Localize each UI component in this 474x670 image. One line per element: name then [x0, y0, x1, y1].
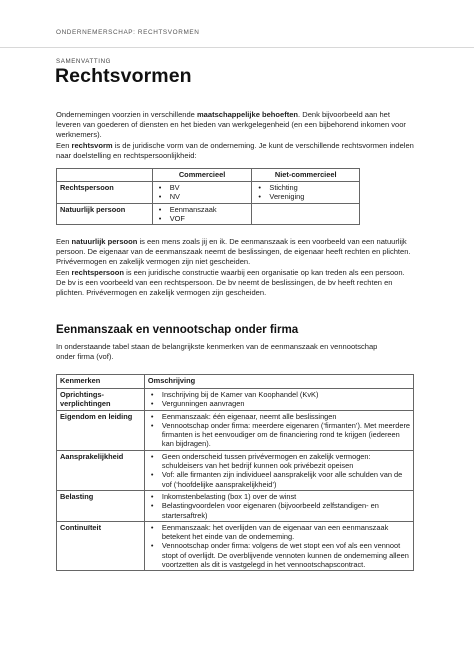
section-heading: Eenmanszaak en vennootschap onder firma — [56, 323, 299, 336]
row-label: Continuïteit — [57, 521, 145, 570]
list-item: • VOF — [156, 214, 249, 223]
table-cell — [144, 450, 413, 490]
table-header-row — [57, 375, 414, 389]
list-item: • Eenmanszaak: één eigenaar, neemt alle beslissingen — [148, 412, 410, 421]
list-item: • Vereniging — [255, 192, 356, 201]
table-row — [57, 410, 414, 450]
legal-forms-table — [56, 168, 360, 225]
intro-paragraph-1: Ondernemingen voorzien in verschillende maatschappelijke behoeften. Denk bijvoorbeeld aan het leveren van goederen of diensten en het bieden van werkgelegenheid (en een bijbehorend inkomen voor werknemers). — [56, 110, 406, 140]
row-label: Eigendom en leiding — [57, 410, 145, 450]
table-row — [57, 203, 360, 225]
list-item: • Vennootschap onder firma: volgens de wet stopt een vof als een vennoot stopt of overlijdt. De overblijvende vennoten kunnen de onderneming alleen voortzetten als dit is vastgelegd in het vennootschapscontract. — [148, 541, 410, 569]
table-cell — [152, 182, 252, 204]
row-label: Rechtspersoon — [57, 182, 153, 204]
table-row — [57, 521, 414, 570]
section-intro: In onderstaande tabel staan de belangrijkste kenmerken van de eenmanszaak en vennootschap onder firma (vof). — [56, 342, 378, 362]
table-header-cell: Commercieel — [152, 169, 252, 182]
list-item: • Belastingvoordelen voor eigenaren (bijvoorbeeld zelfstandigen- en startersaftrek) — [148, 501, 410, 520]
row-label: Oprichtings-verplichtingen — [57, 389, 145, 411]
table-header-row — [57, 169, 360, 182]
table-row — [57, 182, 360, 204]
list-item: • Vof: alle firmanten zijn individueel aansprakelijk voor alle schulden van de vof (‘hoofdelijke aansprakelijkheid’) — [148, 470, 410, 489]
table-row — [57, 389, 414, 411]
list-item: • Vennootschap onder firma: meerdere eigenaren (‘firmanten’). Met meerdere firmanten is het eenvoudiger om de financiering rond te krijgen (iedereen kan bijdragen). — [148, 421, 410, 449]
row-label: Natuurlijk persoon — [57, 203, 153, 225]
intro-paragraph-2: Een rechtsvorm is de juridische vorm van de onderneming. Je kunt de verschillende rechtsvormen indelen naar doelstelling en rechtspersoonlijkheid: — [56, 140, 414, 160]
legal-person-paragraph: Een rechtspersoon is een juridische constructie waarbij een organisatie op kan treden als een persoon. De bv is een voorbeeld van een rechtspersoon. De bv neemt de beslissingen, de bv heeft rechten en plichten. Privévermogen en zakelijk vermogen zijn gescheiden. — [56, 267, 405, 298]
page-title: Rechtsvormen — [55, 65, 192, 87]
list-item: • Stichting — [255, 183, 356, 192]
table-cell — [152, 203, 252, 225]
row-label: Aansprakelijkheid — [57, 450, 145, 490]
list-item: • Vergunningen aanvragen — [148, 399, 410, 408]
list-item: • Eenmanszaak — [156, 205, 249, 214]
table-header-cell: Omschrijving — [144, 375, 413, 389]
table-cell — [252, 182, 360, 204]
table-cell — [144, 410, 413, 450]
list-item: • Eenmanszaak: het overlijden van de eigenaar van een eenmanszaak betekent het einde van de onderneming. — [148, 523, 410, 542]
characteristics-table — [56, 374, 414, 571]
list-item: • Inkomstenbelasting (box 1) over de winst — [148, 492, 410, 501]
natural-person-paragraph: Een natuurlijk persoon is een mens zoals jij en ik. De eenmanszaak is een voorbeeld van een natuurlijk persoon. De eigenaar van de eenmanszaak neemt de beslissingen, de eigenaar heeft rechten en plichten. Privévermogen en zakelijk vermogen zijn niet gescheiden. — [56, 237, 411, 267]
header-divider — [0, 47, 474, 48]
list-item: • Inschrijving bij de Kamer van Koophandel (KvK) — [148, 390, 410, 399]
table-cell — [144, 389, 413, 411]
list-item: • NV — [156, 192, 249, 201]
running-header: ONDERNEMERSCHAP: RECHTSVORMEN — [56, 29, 200, 36]
table-cell — [252, 203, 360, 225]
section-label: SAMENVATTING — [56, 58, 112, 65]
intro-text — [56, 110, 416, 161]
table-header-cell — [57, 169, 153, 182]
table-cell — [144, 490, 413, 521]
table-row — [57, 490, 414, 521]
table-cell — [144, 521, 413, 570]
list-item: • BV — [156, 183, 249, 192]
table-header-cell: Kenmerken — [57, 375, 145, 389]
row-label: Belasting — [57, 490, 145, 521]
list-item: • Geen onderscheid tussen privévermogen en zakelijk vermogen: schuldeisers van het bedrijf kunnen ook privébezit opeisen — [148, 452, 410, 471]
table-row — [57, 450, 414, 490]
table-header-cell: Niet-commercieel — [252, 169, 360, 182]
persons-text — [56, 237, 416, 298]
